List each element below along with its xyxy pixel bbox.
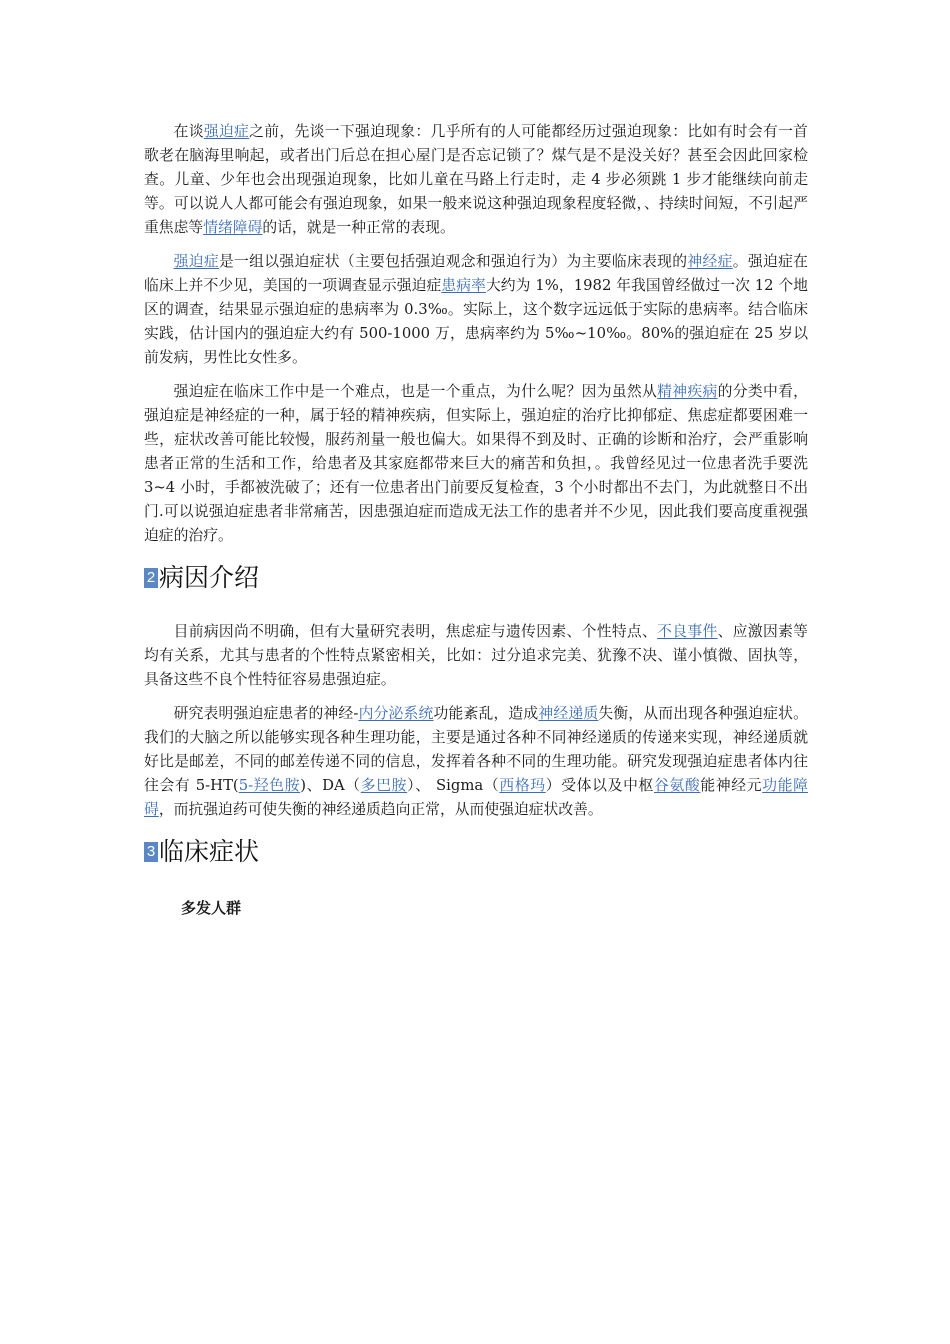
link-prevalence[interactable]: 患病率 — [441, 277, 486, 294]
paragraph-definition — [144, 250, 808, 370]
text: 在谈 — [173, 123, 204, 140]
text: 强迫症在临床工作中是一个难点，也是一个重点，为什么呢？因为虽然从 — [173, 383, 658, 400]
subheading-affected-population: 多发人群 — [181, 899, 242, 917]
text: 、应激因素等均有关系，尤其与患者的个性特点紧密相关，比如：过分追求完美、犹豫不决、谨小慎微、固执等，具备这些不良个性特征容易患强迫症。 — [144, 623, 808, 688]
text: 的话，就是一种正常的表现。 — [262, 219, 455, 236]
text: ）受体以及中枢 — [545, 777, 654, 794]
link-dopamine[interactable]: 多巴胺 — [360, 777, 408, 794]
text: 大约为 1%，1982 年我国曾经做过一次 12 个地区的调查，结果显示强迫症的患病率为 0.3‰。实际上，这个数字远远低于实际的患病率。结合临床实践，估计国内的强迫症大约有 500-1000 万，患病率约为 5‰~10‰。80%的强迫症在 25 岁以前发病，男性比女性多。 — [144, 277, 808, 366]
text: 。强迫症在临床上并不少见，美国的一项调查显示强迫症 — [144, 253, 808, 294]
text: 之前，先谈一下强迫现象：几乎所有的人可能都经历过强迫现象：比如有时会有一首歌老在脑海里响起，或者出门后总在担心屋门是否忘记锁了？煤气是不是没关好？甚至会因此回家检查。儿童、少年也会出现强迫现象，比如儿童在马路上行走时，走 4 步必须跳 1 步才能继续向前走等。可以说人人都可能会有强迫现象，如果一般来说这种强迫现象程度轻微，、持续时间短，不引起严重焦虑等 — [144, 123, 808, 236]
link-emotional-disorder[interactable]: 情绪障碍 — [203, 219, 263, 236]
text: 的分类中看，强迫症是神经症的一种，属于轻的精神疾病，但实际上，强迫症的治疗比抑郁症、焦虑症都要困难一些，症状改善可能比较慢，服药剂量一般也偏大。如果得不到及时、正确的诊断和治疗，会严重影响患者正常的生活和工作，给患者及其家庭都带来巨大的痛苦和负担，。我曾经见过一位患者洗手要洗 3~4 小时，手都被洗破了；还有一位患者出门前要反复检查，3 个小时都出不去门，为此就整日不出门.可以说强迫症患者非常痛苦，因患强迫症而造成无法工作的患者并不少见，因此我们要高度重视强迫症的治疗。 — [144, 383, 808, 544]
link-ocd[interactable]: 强迫症 — [203, 123, 250, 140]
section-heading-symptoms — [144, 832, 808, 872]
document-page — [144, 120, 808, 920]
paragraph-causes — [144, 620, 808, 692]
text: 功能紊乱，造成 — [433, 705, 539, 722]
text: 失衡，从而出现各种强迫症状。我们的大脑之所以能够实现各种生理功能，主要是通过各种不同神经递质的传递来实现，神经递质就好比是邮差，不同的邮差传递不同的信息，发挥着各种不同的生理功能。研究发现强迫症患者体内往往会有 5-HT( — [144, 705, 808, 794]
text: ，而抗强迫药可使失衡的神经递质趋向正常，从而使强迫症状改善。 — [158, 801, 603, 818]
link-adverse-events[interactable]: 不良事件 — [657, 623, 718, 640]
link-glutamate[interactable]: 谷氨酸 — [654, 777, 701, 794]
link-sigma[interactable]: 西格玛 — [499, 777, 546, 794]
link-dysfunction[interactable]: 功能障碍 — [144, 777, 808, 818]
text: 研究表明强迫症患者的神经- — [173, 705, 359, 722]
section-number-badge: 2 — [144, 568, 158, 588]
section-title: 临床症状 — [159, 837, 260, 866]
section-number-badge: 3 — [144, 842, 158, 862]
link-endocrine-system[interactable]: 内分泌系统 — [358, 705, 434, 722]
paragraph-difficulty — [144, 380, 808, 548]
text: ）、 Sigma（ — [407, 777, 500, 794]
section-heading-causes — [144, 558, 808, 598]
link-neurosis[interactable]: 神经症 — [687, 253, 733, 270]
paragraph-neurotransmitters — [144, 702, 808, 822]
text: 是一组以强迫症状（主要包括强迫观念和强迫行为）为主要临床表现的 — [218, 253, 688, 270]
paragraph-intro — [144, 120, 808, 240]
link-neurotransmitter[interactable]: 神经递质 — [538, 705, 599, 722]
text: 目前病因尚不明确，但有大量研究表明，焦虑症与遗传因素、个性特点、 — [173, 623, 658, 640]
text: )、DA（ — [300, 777, 361, 794]
link-mental-illness[interactable]: 精神疾病 — [657, 383, 718, 400]
link-serotonin[interactable]: 5-羟色胺 — [238, 777, 301, 794]
section-title: 病因介绍 — [159, 563, 260, 592]
text: 能神经元 — [700, 777, 763, 794]
link-ocd-definition[interactable]: 强迫症 — [173, 253, 219, 270]
